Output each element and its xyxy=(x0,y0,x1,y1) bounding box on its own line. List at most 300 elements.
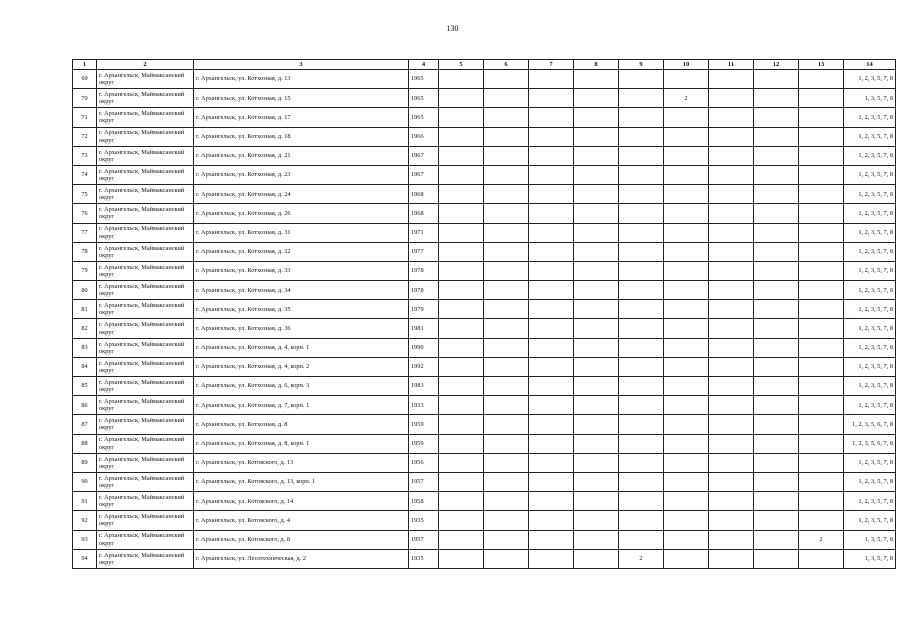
col6-cell xyxy=(484,319,529,338)
col12-cell xyxy=(754,453,799,472)
row-number-cell: 87 xyxy=(73,415,97,434)
col13-cell xyxy=(799,434,844,453)
row-number-cell: 84 xyxy=(73,357,97,376)
col11-cell xyxy=(709,549,754,568)
col5-cell xyxy=(439,300,484,319)
column-header: 11 xyxy=(709,60,754,70)
col8-cell xyxy=(574,434,619,453)
col10-cell xyxy=(664,242,709,261)
col8-cell xyxy=(574,415,619,434)
district-cell: г. Архангельск, Маймаксанский округ xyxy=(97,434,194,453)
address-cell: г. Архангельск, ул. Лесотехническая, д. 2 xyxy=(194,549,409,568)
col7-cell xyxy=(529,300,574,319)
col11-cell xyxy=(709,357,754,376)
year-cell: 1959 xyxy=(409,415,439,434)
col14-cell: 1, 2, 3, 5, 7, 8 xyxy=(844,165,896,184)
col11-cell xyxy=(709,511,754,530)
col13-cell xyxy=(799,511,844,530)
col6-cell xyxy=(484,453,529,472)
col7-cell xyxy=(529,165,574,184)
col7-cell xyxy=(529,89,574,108)
table-row xyxy=(73,185,896,204)
table-row xyxy=(73,453,896,472)
col7-cell xyxy=(529,453,574,472)
col9-cell xyxy=(619,242,664,261)
address-cell: г. Архангельск, ул. Котовского, д. 8 xyxy=(194,530,409,549)
col12-cell xyxy=(754,242,799,261)
address-cell: г. Архангельск, ул. Котхозная, д. 35 xyxy=(194,300,409,319)
col6-cell xyxy=(484,261,529,280)
address-cell: г. Архангельск, ул. Котхозная, д. 18 xyxy=(194,127,409,146)
col10-cell xyxy=(664,204,709,223)
col12-cell xyxy=(754,530,799,549)
col14-cell: 1, 2, 3, 5, 7, 8 xyxy=(844,377,896,396)
col10-cell xyxy=(664,300,709,319)
col5-cell xyxy=(439,396,484,415)
column-header: 2 xyxy=(97,60,194,70)
col9-cell xyxy=(619,204,664,223)
col6-cell xyxy=(484,185,529,204)
address-cell: г. Архангельск, ул. Котхозная, д. 33 xyxy=(194,261,409,280)
col5-cell xyxy=(439,319,484,338)
district-cell: г. Архангельск, Маймаксанский округ xyxy=(97,89,194,108)
col5-cell xyxy=(439,415,484,434)
row-number-cell: 69 xyxy=(73,70,97,89)
col12-cell xyxy=(754,165,799,184)
col9-cell xyxy=(619,261,664,280)
col13-cell xyxy=(799,300,844,319)
col12-cell xyxy=(754,415,799,434)
table-row xyxy=(73,165,896,184)
col11-cell xyxy=(709,165,754,184)
col13-cell xyxy=(799,549,844,568)
col8-cell xyxy=(574,453,619,472)
col10-cell xyxy=(664,108,709,127)
year-cell: 1935 xyxy=(409,549,439,568)
col11-cell xyxy=(709,453,754,472)
year-cell: 1965 xyxy=(409,108,439,127)
col9-cell xyxy=(619,165,664,184)
col11-cell xyxy=(709,108,754,127)
col10-cell xyxy=(664,396,709,415)
table-row xyxy=(73,89,896,108)
col14-cell: 1, 2, 3, 5, 7, 8 xyxy=(844,319,896,338)
col7-cell xyxy=(529,127,574,146)
col5-cell xyxy=(439,204,484,223)
col14-cell: 1, 2, 3, 5, 7, 8 xyxy=(844,472,896,491)
col7-cell xyxy=(529,242,574,261)
col6-cell xyxy=(484,338,529,357)
col12-cell xyxy=(754,281,799,300)
col9-cell xyxy=(619,281,664,300)
district-cell: г. Архангельск, Маймаксанский округ xyxy=(97,108,194,127)
col6-cell xyxy=(484,357,529,376)
col13-cell xyxy=(799,415,844,434)
col14-cell: 1, 3, 5, 7, 8 xyxy=(844,549,896,568)
year-cell: 1977 xyxy=(409,242,439,261)
col12-cell xyxy=(754,261,799,280)
col5-cell xyxy=(439,511,484,530)
district-cell: г. Архангельск, Маймаксанский округ xyxy=(97,453,194,472)
col10-cell xyxy=(664,146,709,165)
address-cell: г. Архангельск, ул. Котхозная, д. 4, корп. 1 xyxy=(194,338,409,357)
col8-cell xyxy=(574,492,619,511)
col6-cell xyxy=(484,108,529,127)
address-cell: г. Архангельск, ул. Котхозная, д. 6, корп. 3 xyxy=(194,377,409,396)
address-cell: г. Архангельск, ул. Котовского, д. 13, корп. 1 xyxy=(194,472,409,491)
address-cell: г. Архангельск, ул. Котовского, д. 13 xyxy=(194,453,409,472)
col9-cell: 2 xyxy=(619,549,664,568)
column-header: 13 xyxy=(799,60,844,70)
col6-cell xyxy=(484,300,529,319)
col12-cell xyxy=(754,549,799,568)
col14-cell: 1, 2, 3, 5, 7, 8 xyxy=(844,453,896,472)
col8-cell xyxy=(574,357,619,376)
district-cell: г. Архангельск, Маймаксанский округ xyxy=(97,185,194,204)
col7-cell xyxy=(529,338,574,357)
table-row xyxy=(73,338,896,357)
row-number-cell: 88 xyxy=(73,434,97,453)
col13-cell xyxy=(799,242,844,261)
col7-cell xyxy=(529,281,574,300)
col6-cell xyxy=(484,396,529,415)
col14-cell: 1, 2, 3, 5, 7, 8 xyxy=(844,108,896,127)
col14-cell: 1, 2, 3, 5, 7, 8 xyxy=(844,300,896,319)
row-number-cell: 89 xyxy=(73,453,97,472)
year-cell: 1978 xyxy=(409,281,439,300)
col10-cell xyxy=(664,511,709,530)
col6-cell xyxy=(484,223,529,242)
col12-cell xyxy=(754,204,799,223)
col5-cell xyxy=(439,89,484,108)
col9-cell xyxy=(619,300,664,319)
year-cell: 1968 xyxy=(409,204,439,223)
table-row xyxy=(73,415,896,434)
address-cell: г. Архангельск, ул. Котхозная, д. 31 xyxy=(194,223,409,242)
year-cell: 1983 xyxy=(409,377,439,396)
col10-cell xyxy=(664,377,709,396)
col6-cell xyxy=(484,204,529,223)
address-cell: г. Архангельск, ул. Котхозная, д. 13 xyxy=(194,70,409,89)
district-cell: г. Архангельск, Маймаксанский округ xyxy=(97,300,194,319)
col13-cell xyxy=(799,70,844,89)
col5-cell xyxy=(439,472,484,491)
col9-cell xyxy=(619,377,664,396)
address-cell: г. Архангельск, ул. Котхозная, д. 34 xyxy=(194,281,409,300)
col6-cell xyxy=(484,415,529,434)
col10-cell xyxy=(664,472,709,491)
col8-cell xyxy=(574,377,619,396)
year-cell: 1933 xyxy=(409,396,439,415)
year-cell: 1956 xyxy=(409,453,439,472)
year-cell: 1935 xyxy=(409,511,439,530)
table-row xyxy=(73,377,896,396)
col13-cell xyxy=(799,185,844,204)
col13-cell: 2 xyxy=(799,530,844,549)
col12-cell xyxy=(754,472,799,491)
col14-cell: 1, 2, 3, 5, 7, 8 xyxy=(844,242,896,261)
col13-cell xyxy=(799,108,844,127)
col12-cell xyxy=(754,338,799,357)
address-cell: г. Архангельск, ул. Котхозная, д. 4, корп. 2 xyxy=(194,357,409,376)
district-cell: г. Архангельск, Маймаксанский округ xyxy=(97,415,194,434)
district-cell: г. Архангельск, Маймаксанский округ xyxy=(97,549,194,568)
row-number-cell: 90 xyxy=(73,472,97,491)
col8-cell xyxy=(574,223,619,242)
col11-cell xyxy=(709,300,754,319)
col6-cell xyxy=(484,434,529,453)
col11-cell xyxy=(709,146,754,165)
year-cell: 1978 xyxy=(409,261,439,280)
col14-cell: 1, 2, 3, 5, 7, 8 xyxy=(844,204,896,223)
col11-cell xyxy=(709,377,754,396)
district-cell: г. Архангельск, Маймаксанский округ xyxy=(97,338,194,357)
col8-cell xyxy=(574,281,619,300)
district-cell: г. Архангельск, Маймаксанский округ xyxy=(97,127,194,146)
col13-cell xyxy=(799,261,844,280)
row-number-cell: 91 xyxy=(73,492,97,511)
col7-cell xyxy=(529,261,574,280)
col8-cell xyxy=(574,165,619,184)
col8-cell xyxy=(574,549,619,568)
district-cell: г. Архангельск, Маймаксанский округ xyxy=(97,165,194,184)
col10-cell xyxy=(664,261,709,280)
col10-cell xyxy=(664,453,709,472)
col9-cell xyxy=(619,396,664,415)
year-cell: 1967 xyxy=(409,146,439,165)
col12-cell xyxy=(754,357,799,376)
table-row xyxy=(73,472,896,491)
row-number-cell: 83 xyxy=(73,338,97,357)
page-number: 130 xyxy=(446,24,459,33)
district-cell: г. Архангельск, Маймаксанский округ xyxy=(97,204,194,223)
col6-cell xyxy=(484,549,529,568)
col13-cell xyxy=(799,338,844,357)
table-row xyxy=(73,242,896,261)
col14-cell: 1, 2, 3, 5, 7, 8 xyxy=(844,511,896,530)
col9-cell xyxy=(619,89,664,108)
col14-cell: 1, 2, 3, 5, 7, 8 xyxy=(844,492,896,511)
col9-cell xyxy=(619,319,664,338)
col14-cell: 1, 2, 3, 5, 6, 7, 8 xyxy=(844,434,896,453)
col12-cell xyxy=(754,223,799,242)
row-number-cell: 78 xyxy=(73,242,97,261)
col13-cell xyxy=(799,377,844,396)
col5-cell xyxy=(439,223,484,242)
col9-cell xyxy=(619,415,664,434)
col5-cell xyxy=(439,377,484,396)
col9-cell xyxy=(619,185,664,204)
col7-cell xyxy=(529,70,574,89)
col9-cell xyxy=(619,434,664,453)
column-header: 5 xyxy=(439,60,484,70)
col14-cell: 1, 2, 3, 5, 7, 8 xyxy=(844,396,896,415)
row-number-cell: 93 xyxy=(73,530,97,549)
col7-cell xyxy=(529,415,574,434)
col11-cell xyxy=(709,281,754,300)
district-cell: г. Архангельск, Маймаксанский округ xyxy=(97,377,194,396)
col12-cell xyxy=(754,377,799,396)
col7-cell xyxy=(529,146,574,165)
column-header: 14 xyxy=(844,60,896,70)
col14-cell: 1, 3, 5, 7, 8 xyxy=(844,530,896,549)
column-header: 6 xyxy=(484,60,529,70)
col9-cell xyxy=(619,108,664,127)
district-cell: г. Архангельск, Маймаксанский округ xyxy=(97,511,194,530)
col11-cell xyxy=(709,319,754,338)
col7-cell xyxy=(529,530,574,549)
row-number-cell: 71 xyxy=(73,108,97,127)
col6-cell xyxy=(484,472,529,491)
col6-cell xyxy=(484,281,529,300)
col9-cell xyxy=(619,127,664,146)
table-row xyxy=(73,146,896,165)
col10-cell xyxy=(664,165,709,184)
col13-cell xyxy=(799,453,844,472)
col6-cell xyxy=(484,492,529,511)
district-cell: г. Архангельск, Маймаксанский округ xyxy=(97,472,194,491)
col14-cell: 1, 2, 3, 5, 6, 7, 8 xyxy=(844,415,896,434)
district-cell: г. Архангельск, Маймаксанский округ xyxy=(97,319,194,338)
district-cell: г. Архангельск, Маймаксанский округ xyxy=(97,261,194,280)
col8-cell xyxy=(574,261,619,280)
col10-cell: 2 xyxy=(664,89,709,108)
col12-cell xyxy=(754,70,799,89)
year-cell: 1971 xyxy=(409,223,439,242)
col7-cell xyxy=(529,472,574,491)
col8-cell xyxy=(574,89,619,108)
col14-cell: 1, 2, 3, 5, 7, 8 xyxy=(844,261,896,280)
year-cell: 1957 xyxy=(409,472,439,491)
year-cell: 1957 xyxy=(409,530,439,549)
col11-cell xyxy=(709,70,754,89)
col6-cell xyxy=(484,377,529,396)
col7-cell xyxy=(529,549,574,568)
year-cell: 1992 xyxy=(409,357,439,376)
row-number-cell: 94 xyxy=(73,549,97,568)
col5-cell xyxy=(439,338,484,357)
column-header: 3 xyxy=(194,60,409,70)
col14-cell: 1, 2, 3, 5, 7, 8 xyxy=(844,70,896,89)
address-cell: г. Архангельск, ул. Котхозная, д. 15 xyxy=(194,89,409,108)
col14-cell: 1, 2, 3, 5, 7, 8 xyxy=(844,223,896,242)
address-cell: г. Архангельск, ул. Котхозная, д. 26 xyxy=(194,204,409,223)
col8-cell xyxy=(574,511,619,530)
col14-cell: 1, 2, 3, 5, 7, 8 xyxy=(844,357,896,376)
col9-cell xyxy=(619,511,664,530)
col13-cell xyxy=(799,472,844,491)
address-cell: г. Архангельск, ул. Котхозная, д. 8, корп. 1 xyxy=(194,434,409,453)
col11-cell xyxy=(709,242,754,261)
col9-cell xyxy=(619,453,664,472)
year-cell: 1958 xyxy=(409,492,439,511)
col12-cell xyxy=(754,300,799,319)
col5-cell xyxy=(439,357,484,376)
col14-cell: 1, 3, 5, 7, 8 xyxy=(844,89,896,108)
col7-cell xyxy=(529,377,574,396)
address-cell: г. Архангельск, ул. Котхозная, д. 32 xyxy=(194,242,409,261)
district-cell: г. Архангельск, Маймаксанский округ xyxy=(97,530,194,549)
col7-cell xyxy=(529,434,574,453)
district-cell: г. Архангельск, Маймаксанский округ xyxy=(97,492,194,511)
address-cell: г. Архангельск, ул. Котхозная, д. 36 xyxy=(194,319,409,338)
district-cell: г. Архангельск, Маймаксанский округ xyxy=(97,70,194,89)
col10-cell xyxy=(664,415,709,434)
col8-cell xyxy=(574,108,619,127)
col11-cell xyxy=(709,261,754,280)
row-number-cell: 85 xyxy=(73,377,97,396)
col11-cell xyxy=(709,396,754,415)
row-number-cell: 81 xyxy=(73,300,97,319)
col8-cell xyxy=(574,70,619,89)
address-cell: г. Архангельск, ул. Котхозная, д. 23 xyxy=(194,165,409,184)
col13-cell xyxy=(799,281,844,300)
col10-cell xyxy=(664,70,709,89)
col7-cell xyxy=(529,357,574,376)
col13-cell xyxy=(799,357,844,376)
col10-cell xyxy=(664,549,709,568)
col7-cell xyxy=(529,204,574,223)
col13-cell xyxy=(799,146,844,165)
col6-cell xyxy=(484,242,529,261)
address-cell: г. Архангельск, ул. Котовского, д. 14 xyxy=(194,492,409,511)
col5-cell xyxy=(439,108,484,127)
column-header: 7 xyxy=(529,60,574,70)
col7-cell xyxy=(529,108,574,127)
district-cell: г. Архангельск, Маймаксанский округ xyxy=(97,223,194,242)
col11-cell xyxy=(709,89,754,108)
col12-cell xyxy=(754,127,799,146)
col10-cell xyxy=(664,223,709,242)
table-header-row xyxy=(73,60,896,70)
table-row xyxy=(73,549,896,568)
year-cell: 1968 xyxy=(409,185,439,204)
col9-cell xyxy=(619,338,664,357)
col12-cell xyxy=(754,396,799,415)
col12-cell xyxy=(754,108,799,127)
col8-cell xyxy=(574,185,619,204)
column-header: 9 xyxy=(619,60,664,70)
col13-cell xyxy=(799,127,844,146)
col11-cell xyxy=(709,127,754,146)
row-number-cell: 72 xyxy=(73,127,97,146)
address-cell: г. Архангельск, ул. Котхозная, д. 21 xyxy=(194,146,409,165)
col12-cell xyxy=(754,185,799,204)
col12-cell xyxy=(754,434,799,453)
column-header: 12 xyxy=(754,60,799,70)
row-number-cell: 86 xyxy=(73,396,97,415)
col11-cell xyxy=(709,338,754,357)
col5-cell xyxy=(439,127,484,146)
col8-cell xyxy=(574,396,619,415)
col7-cell xyxy=(529,319,574,338)
col11-cell xyxy=(709,223,754,242)
col11-cell xyxy=(709,492,754,511)
col9-cell xyxy=(619,492,664,511)
col13-cell xyxy=(799,223,844,242)
col11-cell xyxy=(709,530,754,549)
col13-cell xyxy=(799,89,844,108)
col10-cell xyxy=(664,492,709,511)
table-row xyxy=(73,319,896,338)
year-cell: 1967 xyxy=(409,165,439,184)
col10-cell xyxy=(664,338,709,357)
column-header: 10 xyxy=(664,60,709,70)
col9-cell xyxy=(619,357,664,376)
district-cell: г. Архангельск, Маймаксанский округ xyxy=(97,357,194,376)
col10-cell xyxy=(664,185,709,204)
col14-cell: 1, 2, 3, 5, 7, 8 xyxy=(844,338,896,357)
